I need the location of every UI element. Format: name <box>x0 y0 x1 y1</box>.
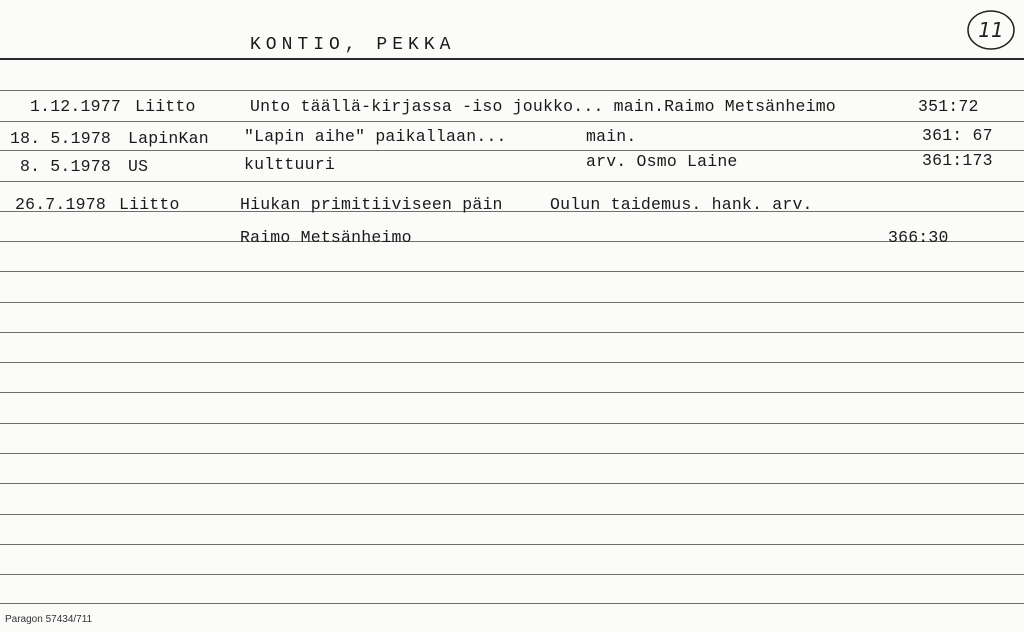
rule-line <box>0 362 1024 363</box>
rule-line <box>0 423 1024 424</box>
rule-line <box>0 150 1024 151</box>
entry-text-continued: Raimo Metsänheimo <box>240 228 412 247</box>
rule-line <box>0 241 1024 242</box>
header-rule <box>0 58 1024 60</box>
entry-ref: 366:30 <box>888 228 949 247</box>
entry-date: 8. 5.1978 <box>20 157 111 176</box>
rule-line <box>0 271 1024 272</box>
card-name: KONTIO, PEKKA <box>250 35 456 55</box>
rule-line <box>0 90 1024 91</box>
entry-text: "Lapin aihe" paikallaan... <box>244 127 507 146</box>
rule-line <box>0 603 1024 604</box>
entry-source: Liitto <box>119 195 180 214</box>
card-number-stamp <box>966 8 1016 52</box>
card-number: 11 <box>978 18 1004 42</box>
entry-source: US <box>128 157 149 176</box>
entry-date: 18. 5.1978 <box>10 129 112 148</box>
rule-line <box>0 544 1024 545</box>
rule-line <box>0 332 1024 333</box>
rule-line <box>0 121 1024 122</box>
entry-ref: 361:173 <box>922 151 993 170</box>
entry-text: Unto täällä-kirjassa -iso joukko... main.Raimo Metsänheimo <box>250 97 836 116</box>
entry-source: Liitto <box>135 97 196 116</box>
rule-line <box>0 574 1024 575</box>
entry-note: arv. Osmo Laine <box>586 152 738 171</box>
rule-line <box>0 483 1024 484</box>
rule-line <box>0 392 1024 393</box>
rule-line <box>0 453 1024 454</box>
rule-line <box>0 514 1024 515</box>
entry-ref: 361: 67 <box>922 126 993 145</box>
rule-line <box>0 302 1024 303</box>
entry-date: 1.12.1977 <box>30 97 121 116</box>
card-print-code: Paragon 57434/711 <box>5 614 93 625</box>
entry-text: kulttuuri <box>244 155 335 174</box>
entry-note: Oulun taidemus. hank. arv. <box>550 195 813 214</box>
rule-line <box>0 181 1024 182</box>
entry-ref: 351:72 <box>918 97 979 116</box>
entry-note: main. <box>586 127 637 146</box>
entry-text: Hiukan primitiiviseen päin <box>240 195 503 214</box>
entry-date: 26.7.1978 <box>15 195 106 214</box>
entry-source: LapinKan <box>128 129 209 148</box>
